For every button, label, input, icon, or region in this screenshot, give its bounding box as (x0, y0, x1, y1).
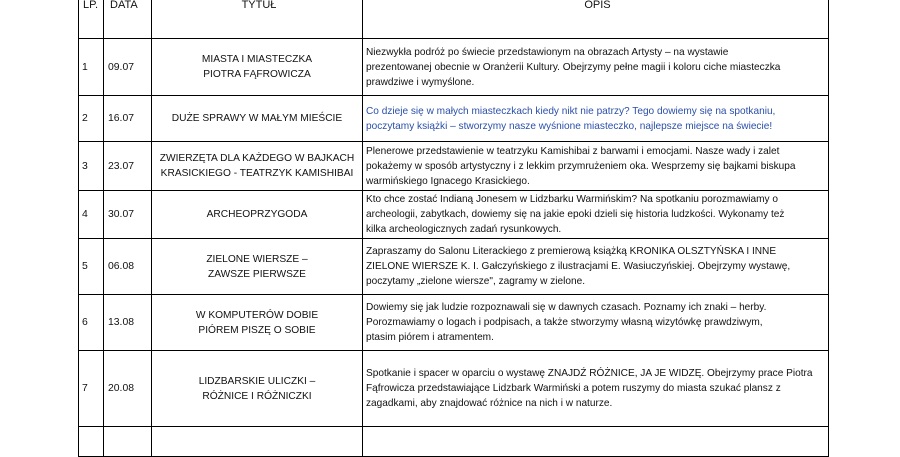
row-title (152, 191, 363, 239)
table-row (79, 239, 829, 295)
table-row (79, 142, 829, 191)
row-title-line: LIDZBARSKIE ULICZKI – (198, 375, 316, 387)
row-description-line: Spotkanie i spacer w oparciu o wystawę ZNAJDŹ RÓŻNICE, JA JE WIDZĘ. Obejrzymy prace Piotra (366, 368, 813, 379)
header-opis: OPIS (363, 0, 829, 39)
row-title (152, 295, 363, 351)
row-title (152, 39, 363, 96)
row-description (363, 351, 829, 427)
table-row (79, 351, 829, 427)
row-description-line: poczytamy „zielone wiersze", zagramy w zielone. (366, 276, 585, 287)
row-title-line: W KOMPUTERÓW DOBIE (195, 309, 319, 321)
row-lp: 1 (79, 39, 104, 96)
row-date: 20.08 (104, 351, 152, 427)
row-description-line: zagadkami, aby znajdować różnice na nich i w naturze. (366, 398, 613, 409)
row-description (363, 39, 829, 96)
row-description-line: Fąfrowicza przedstawiające Lidzbark Warmiński a potem ruszymy do miasta szukać plansz z (366, 383, 781, 394)
row-title-line: MIASTA I MIASTECZKA (201, 54, 313, 65)
row-lp: 7 (79, 351, 104, 427)
row-title-line: ZIELONE WIERSZE – (206, 253, 308, 265)
row-description-line: Plenerowe przedstawienie w teatrzyku Kamishibai z barwami i emocjami. Nasze wady i zalet (366, 145, 780, 157)
row-date: 30.07 (104, 191, 152, 239)
row-lp: 4 (79, 191, 104, 239)
row-title-line: KRASICKIEGO - TEATRZYK KAMISHIBAI (160, 168, 354, 179)
row-lp: 5 (79, 239, 104, 295)
row-description-line: ptasim piórem i atramentem. (366, 332, 494, 343)
row-description-line: Dowiemy się jak ludzie rozpoznawali się w dawnych czasach. Poznamy ich znaki – herby. (366, 302, 767, 313)
row-title-line: ZAWSZE PIERWSZE (208, 268, 306, 280)
row-description-line: archeologii, zabytkach, dowiemy się na jakie epoki dzieli się historia ludzkości. Wykonamy też (366, 209, 785, 220)
row-description-line: pokażemy w sposób artystyczny i z lekkim przymrużeniem oka. Wesprzemy się bajkami biskupa (366, 160, 796, 172)
row-date: 13.08 (104, 295, 152, 351)
row-description-line: prezentowanej obecnie w Oranżerii Kultury. Obejrzymy pełne magii i koloru ciche miasteczka (366, 61, 781, 73)
row-title (152, 351, 363, 427)
header-data: DATA (104, 0, 152, 39)
table-row (79, 191, 829, 239)
row-description-line: kilka archeologicznych zadań rysunkowych. (366, 224, 562, 235)
row-title-line: ARCHEOPRZYGODA (206, 209, 308, 220)
row-description-line: Kto chce zostać Indianą Jonesem w Lidzbarku Warmińskim? Na spotkaniu porozmawiamy o (366, 194, 778, 205)
row-title-line: PIÓREM PISZĘ O SOBIE (198, 324, 316, 336)
row-description-line: ZIELONE WIERSZE K. I. Gałczyńskiego z ilustracjami E. Wasiuczyńskiej. Obejrzymy wystawę, (366, 261, 791, 272)
row-description (363, 191, 829, 239)
table-row-partial (79, 427, 829, 457)
row-description-line: poczytamy książki – stworzymy nasze wyśnione miasteczko, najlepsze miejsce na świecie! (366, 120, 773, 132)
program-table (78, 0, 829, 457)
row-description (363, 239, 829, 295)
row-description (363, 295, 829, 351)
row-date: 06.08 (104, 239, 152, 295)
row-lp: 6 (79, 295, 104, 351)
table-row (79, 295, 829, 351)
row-date: 09.07 (104, 39, 152, 96)
table-row (79, 39, 829, 96)
row-description-line: warmińskiego Ignacego Krasickiego. (366, 175, 530, 187)
table-header-row (79, 0, 829, 39)
header-tytul: TYTUŁ (152, 0, 363, 39)
row-title-line: PIOTRA FĄFROWICZA (203, 69, 311, 80)
row-description-line: Co dzieje się w małych miasteczkach kiedy nikt nie patrzy? Tego dowiemy się na spotkaniu, (366, 105, 776, 117)
row-title-line: RÓŻNICE I RÓŻNICZKI (202, 390, 312, 402)
row-title-line: DUŻE SPRAWY W MAŁYM MIEŚCIE (171, 113, 343, 124)
row-date: 16.07 (104, 96, 152, 142)
row-description (363, 142, 829, 191)
row-title (152, 142, 363, 191)
row-description-line: Zapraszamy do Salonu Literackiego z premierową książką KRONIKA OLSZTYŃSKA I INNE (366, 246, 777, 257)
row-lp: 2 (79, 96, 104, 142)
table-row (79, 96, 829, 142)
row-title-line: ZWIERZĘTA DLA KAŻDEGO W BAJKACH (159, 153, 355, 164)
row-description (363, 96, 829, 142)
row-date: 23.07 (104, 142, 152, 191)
row-description-line: Niezwykła podróż po świecie przedstawionym na obrazach Artysty – na wystawie (366, 46, 729, 58)
row-description-line: prawdziwe i wymyślone. (366, 76, 475, 88)
row-title (152, 96, 363, 142)
row-description-line: Porozmawiamy o logach i podpisach, a także stworzymy własną wizytówkę prawdziwym, (366, 317, 763, 328)
row-lp: 3 (79, 142, 104, 191)
row-title (152, 239, 363, 295)
header-lp: LP. (79, 0, 104, 39)
